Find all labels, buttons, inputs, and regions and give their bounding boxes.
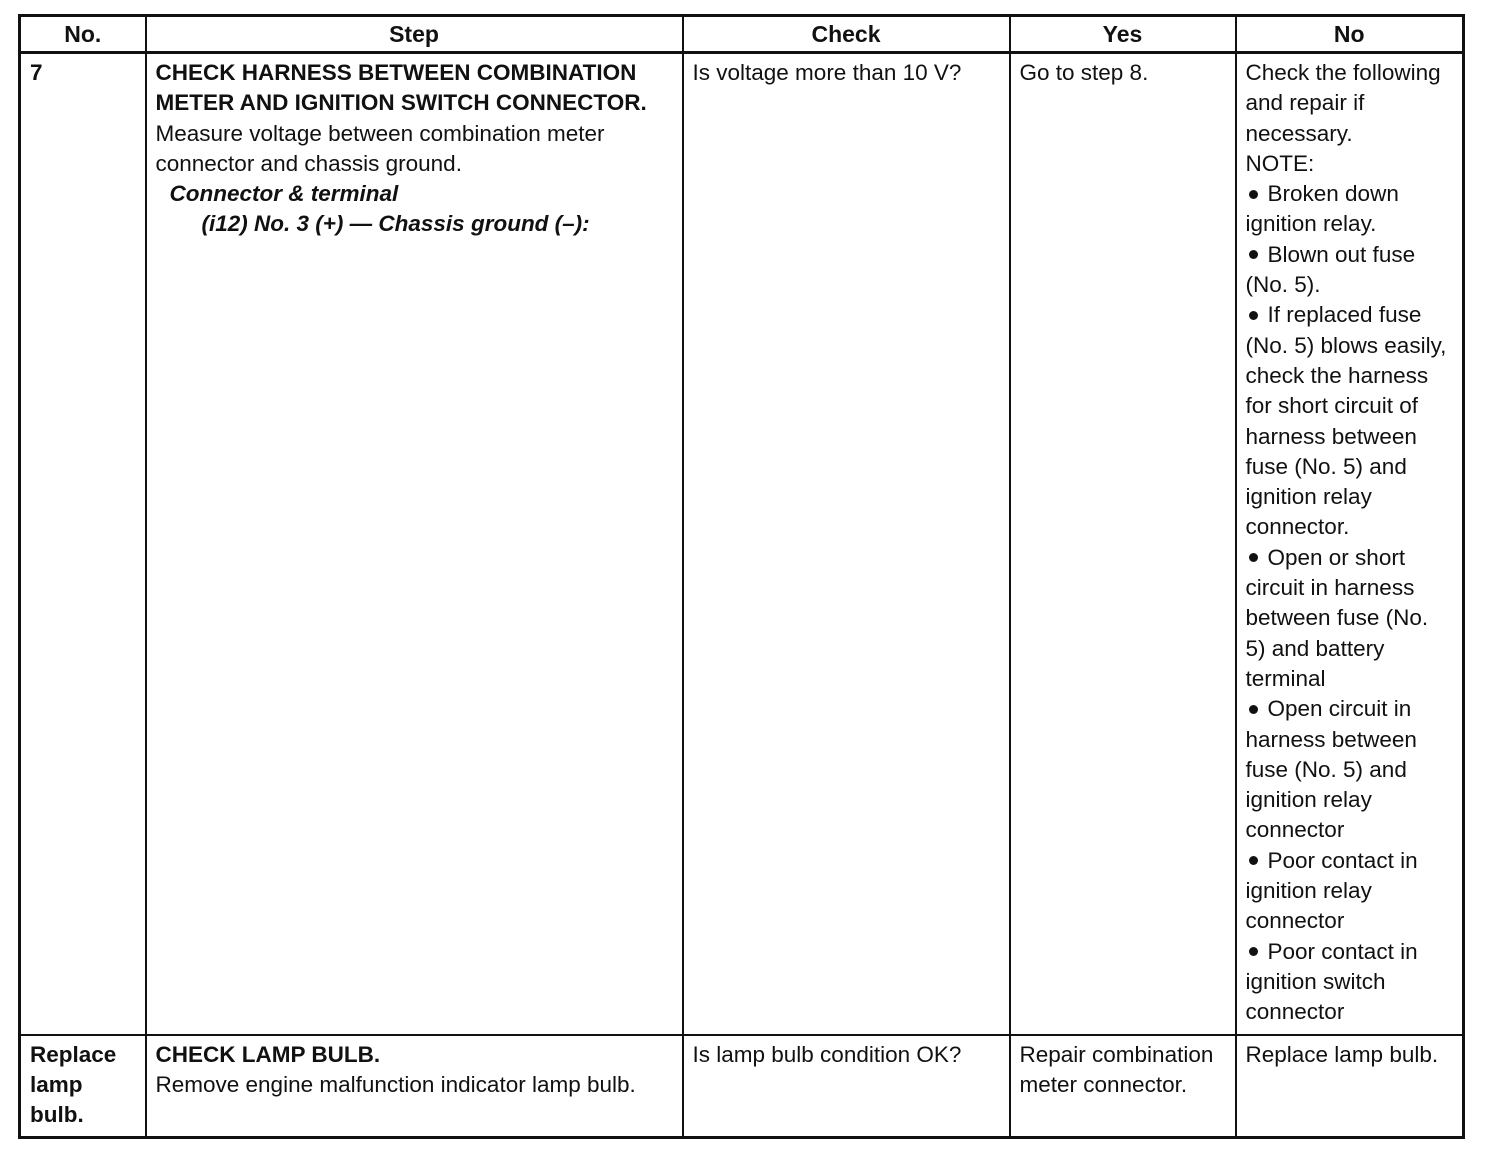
no-intro: Check the following and repair if necessary. (1245, 60, 1441, 146)
bullet-icon (1249, 250, 1258, 259)
header-check: Check (683, 16, 1010, 53)
yes-cell: Repair combination meter connector. (1010, 1035, 1236, 1138)
check-cell: Is lamp bulb condition OK? (683, 1035, 1010, 1138)
bullet-text: Poor contact in ignition relay connector (1245, 847, 1418, 934)
bullet-icon (1249, 553, 1258, 562)
bullet-text: If replaced fuse (No. 5) blows easily, check the harness for short circuit of harness between fuse (No. 5) and ignition relay connector. (1245, 302, 1447, 540)
step-cell (146, 1035, 683, 1138)
header-yes: Yes (1010, 16, 1236, 53)
bullet-text: Poor contact in ignition switch connector (1245, 938, 1418, 1025)
check-cell: Is voltage more than 10 V? (683, 53, 1010, 1035)
bullet-text: Blown out fuse (No. 5). (1245, 241, 1416, 298)
bullet-text: Open or short circuit in harness between fuse (No. 5) and battery terminal (1245, 544, 1429, 691)
bullet-icon (1249, 705, 1258, 714)
list-item (1246, 694, 1454, 845)
no-cell (1236, 53, 1464, 1035)
connector-label: Connector & terminal (169, 181, 399, 207)
connector-terminal: (i12) No. 3 (+) — Chassis ground (–): (201, 211, 590, 237)
table-row (20, 53, 1464, 1035)
bullet-icon (1249, 190, 1258, 199)
bullet-icon (1249, 311, 1258, 320)
list-item (1246, 937, 1454, 1028)
list-item (1246, 300, 1454, 542)
yes-cell: Go to step 8. (1010, 53, 1236, 1035)
table-header-row (20, 16, 1464, 53)
bullet-icon (1249, 947, 1258, 956)
bullet-text: Broken down ignition relay. (1245, 181, 1399, 237)
step-instruction: Remove engine malfunction indicator lamp bulb. (155, 1071, 636, 1097)
note-label: NOTE: (1245, 150, 1315, 176)
header-no-result: No (1236, 16, 1464, 53)
step-title: CHECK LAMP BULB. (155, 1041, 381, 1067)
list-item (1246, 543, 1454, 694)
step-cell (146, 53, 683, 1035)
list-item (1246, 240, 1454, 301)
list-item (1246, 846, 1454, 937)
no-cell: Replace lamp bulb. (1236, 1035, 1464, 1138)
header-no: No. (20, 16, 146, 53)
bullet-text: Open circuit in harness between fuse (No. 5) and ignition relay connector (1245, 696, 1417, 843)
step-instruction: Measure voltage between combination meter connector and chassis ground. (155, 120, 605, 176)
bullet-icon (1249, 856, 1258, 865)
diagnostic-procedure-table (18, 14, 1465, 1139)
step-title: CHECK HARNESS BETWEEN COMBINATION METER AND IGNITION SWITCH CONNECTOR. (155, 60, 647, 116)
step-number: Replace lamp bulb. (20, 1035, 146, 1138)
header-step: Step (146, 16, 683, 53)
table-row (20, 1035, 1464, 1138)
step-number: 7 (20, 53, 146, 1035)
list-item (1246, 179, 1454, 240)
